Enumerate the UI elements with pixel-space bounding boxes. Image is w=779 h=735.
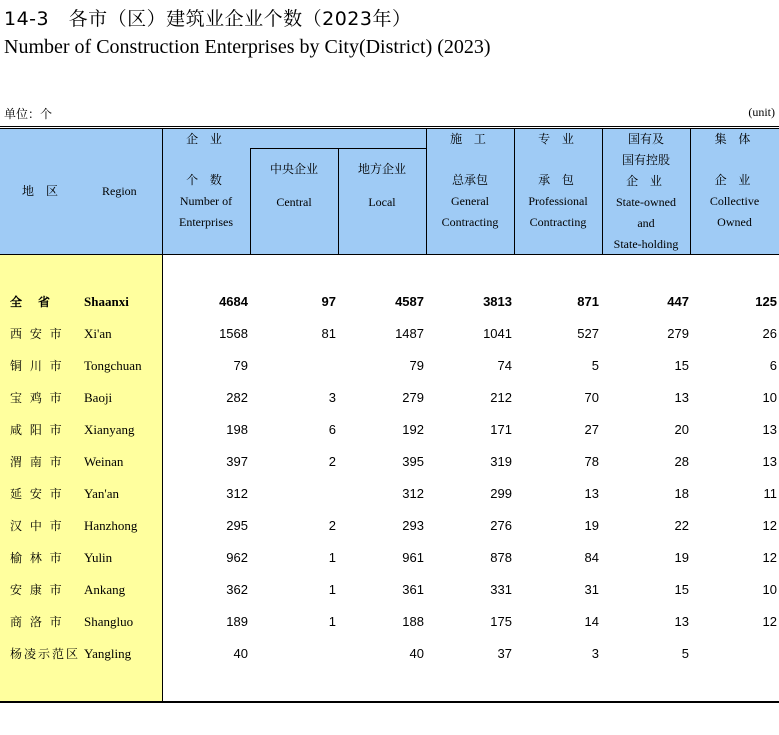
cell-value: 2 <box>328 518 336 533</box>
region-name-en: Xi'an <box>84 326 112 341</box>
cell-value: 22 <box>674 518 689 533</box>
cell-value: 171 <box>490 422 512 437</box>
cell-value: 295 <box>226 518 248 533</box>
cell-value: 10 <box>762 390 777 405</box>
cell-value: 13 <box>762 454 777 469</box>
region-name-en: Weinan <box>84 454 124 469</box>
region-name-cn: 西 安 市 <box>10 327 64 341</box>
region-name-en: Shangluo <box>84 614 134 629</box>
region-name-en: Yan'an <box>84 486 119 501</box>
region-name-en: Hanzhong <box>84 518 138 533</box>
cell-value: 13 <box>674 390 689 405</box>
cell-value: 878 <box>490 550 512 565</box>
cell-value: 6 <box>328 422 336 437</box>
cell-value: 13 <box>584 486 599 501</box>
cell-value: 28 <box>674 454 689 469</box>
cell-value: 447 <box>667 294 689 309</box>
table-row <box>0 414 779 446</box>
cell-value: 871 <box>577 294 599 309</box>
cell-value: 19 <box>674 550 689 565</box>
cell-value: 175 <box>490 614 512 629</box>
cell-value: 312 <box>226 486 248 501</box>
table-row <box>0 510 779 542</box>
region-name-cn: 宝 鸡 市 <box>10 391 64 405</box>
cell-value: 40 <box>409 646 424 661</box>
cell-value: 361 <box>402 582 424 597</box>
cell-value: 1 <box>328 614 336 629</box>
cell-value: 527 <box>577 326 599 341</box>
region-name-cn: 安 康 市 <box>10 583 64 597</box>
cell-value: 26 <box>762 326 777 341</box>
table-row <box>0 638 779 670</box>
cell-value: 31 <box>584 582 599 597</box>
cell-value: 1568 <box>219 326 248 341</box>
cell-value: 15 <box>674 358 689 373</box>
region-name-en: Xianyang <box>84 422 135 437</box>
region-name-en: Baoji <box>84 390 113 405</box>
header-enterprise-group: 企 业 <box>186 132 226 146</box>
cell-value: 18 <box>674 486 689 501</box>
cell-value: 6 <box>769 358 777 373</box>
region-name-cn: 延 安 市 <box>10 487 64 501</box>
cell-value: 279 <box>667 326 689 341</box>
cell-value: 5 <box>681 646 689 661</box>
header-general-contracting: 施 工 总承包 General Contracting <box>441 132 499 229</box>
cell-value: 13 <box>762 422 777 437</box>
cell-value: 4684 <box>219 294 248 309</box>
cell-value: 1487 <box>395 326 424 341</box>
table-row <box>0 382 779 414</box>
cell-value: 11 <box>763 486 777 501</box>
table-row <box>0 350 779 382</box>
unit-label-cn: 单位：个 <box>4 107 53 121</box>
cell-value: 331 <box>490 582 512 597</box>
region-name-en: Ankang <box>84 582 126 597</box>
cell-value: 14 <box>584 614 599 629</box>
cell-value: 961 <box>402 550 424 565</box>
cell-value: 97 <box>321 294 336 309</box>
cell-value: 74 <box>497 358 512 373</box>
cell-value: 81 <box>321 326 336 341</box>
cell-value: 395 <box>402 454 424 469</box>
cell-value: 10 <box>762 582 777 597</box>
cell-value: 276 <box>490 518 512 533</box>
region-name-cn: 渭 南 市 <box>10 455 64 469</box>
cell-value: 397 <box>226 454 248 469</box>
cell-value: 299 <box>490 486 512 501</box>
cell-value: 3 <box>591 646 599 661</box>
table-row <box>0 478 779 510</box>
table-row <box>0 446 779 478</box>
table-row <box>0 542 779 574</box>
cell-value: 2 <box>328 454 336 469</box>
cell-value: 84 <box>584 550 599 565</box>
cell-value: 78 <box>584 454 599 469</box>
cell-value: 3813 <box>483 294 512 309</box>
cell-value: 212 <box>490 390 512 405</box>
cell-value: 13 <box>674 614 689 629</box>
cell-value: 70 <box>584 390 599 405</box>
cell-value: 362 <box>226 582 248 597</box>
region-name-cn: 汉 中 市 <box>10 519 64 533</box>
enterprise-table: 地 区 Region 企 业 个 数 Number of Enterprises 中央企业 Central 地方企业 Local 施 工 总承包 General Contracting 专 业 承 包 Professional Contracting 国有及 国有控股 企 业 State-owned and State-holding 集 体 企 业 Collective Owned 全 省 Shaanxi 4684 97 4587 3813 871 447 125 西 安 市 Xi'an 1568 81 1487 1041 527 279 26 铜 川 市 Tongchuan 79 79 74 5 15 6 宝 鸡 市 Baoji 282 3 279 212 70 13 10 咸 阳 市 Xianyang 198 6 192 171 27 20 13 渭 南 市 Weinan 397 2 395 319 78 28 13 延 安 市 Yan'an 312 312 299 13 18 11 汉 中 市 Hanzhong 295 2 293 276 19 22 12 榆 林 市 Yulin 962 1 961 878 84 19 12 安 康 市 Ankang 362 1 361 331 31 15 10 商 洛 市 Shangluo 189 1 188 175 14 13 12 杨凌示范区 Yangling 40 40 37 3 5 <box>0 126 779 704</box>
header-collective: 集 体 企 业 Collective Owned <box>709 132 760 229</box>
cell-value: 4587 <box>395 294 424 309</box>
cell-value: 12 <box>762 518 777 533</box>
cell-value: 37 <box>497 646 512 661</box>
cell-value: 198 <box>226 422 248 437</box>
cell-value: 125 <box>755 294 777 309</box>
page-title-cn: 14-3 各市（区）建筑业企业个数（2023年） <box>4 8 412 30</box>
cell-value: 12 <box>762 550 777 565</box>
cell-value: 1 <box>328 550 336 565</box>
region-name-cn: 杨凌示范区 <box>10 647 81 661</box>
cell-value: 1 <box>328 582 336 597</box>
cell-value: 188 <box>402 614 424 629</box>
table-row <box>0 606 779 638</box>
cell-value: 192 <box>402 422 424 437</box>
page-title-en: Number of Construction Enterprises by City(District) (2023) <box>4 36 491 58</box>
cell-value: 12 <box>762 614 777 629</box>
table-row <box>0 318 779 350</box>
header-enterprise-count: 个 数 Number of Enterprises <box>179 173 233 229</box>
header-central: 中央企业 Central <box>269 162 318 209</box>
cell-value: 3 <box>328 390 336 405</box>
header-state-owned: 国有及 国有控股 企 业 State-owned and State-holding <box>613 132 679 251</box>
cell-value: 312 <box>402 486 424 501</box>
header-professional-contracting: 专 业 承 包 Professional Contracting <box>528 132 588 229</box>
cell-value: 282 <box>226 390 248 405</box>
region-name-cn: 商 洛 市 <box>10 615 64 629</box>
cell-value: 40 <box>233 646 248 661</box>
region-name-en: Yangling <box>84 646 132 661</box>
header-local: 地方企业 Local <box>357 162 406 209</box>
cell-value: 5 <box>591 358 599 373</box>
region-name-en: Shaanxi <box>84 294 129 309</box>
region-name-cn: 咸 阳 市 <box>10 423 64 437</box>
region-name-cn: 榆 林 市 <box>10 551 64 565</box>
cell-value: 79 <box>233 358 248 373</box>
region-name-cn: 全 省 <box>10 295 53 309</box>
table-top-rule <box>0 126 779 127</box>
cell-value: 293 <box>402 518 424 533</box>
cell-value: 962 <box>226 550 248 565</box>
cell-value: 79 <box>409 358 424 373</box>
cell-value: 20 <box>674 422 689 437</box>
unit-label-en: (unit) <box>748 105 775 119</box>
cell-value: 279 <box>402 390 424 405</box>
cell-value: 19 <box>584 518 599 533</box>
table-row <box>0 574 779 606</box>
cell-value: 1041 <box>483 326 512 341</box>
region-name-cn: 铜 川 市 <box>10 359 64 373</box>
cell-value: 189 <box>226 614 248 629</box>
table-bottom-rule <box>0 701 779 703</box>
cell-value: 319 <box>490 454 512 469</box>
cell-value: 27 <box>584 422 599 437</box>
table-row-total <box>0 286 779 318</box>
cell-value: 15 <box>674 582 689 597</box>
region-name-en: Yulin <box>84 550 113 565</box>
region-name-en: Tongchuan <box>84 358 142 373</box>
